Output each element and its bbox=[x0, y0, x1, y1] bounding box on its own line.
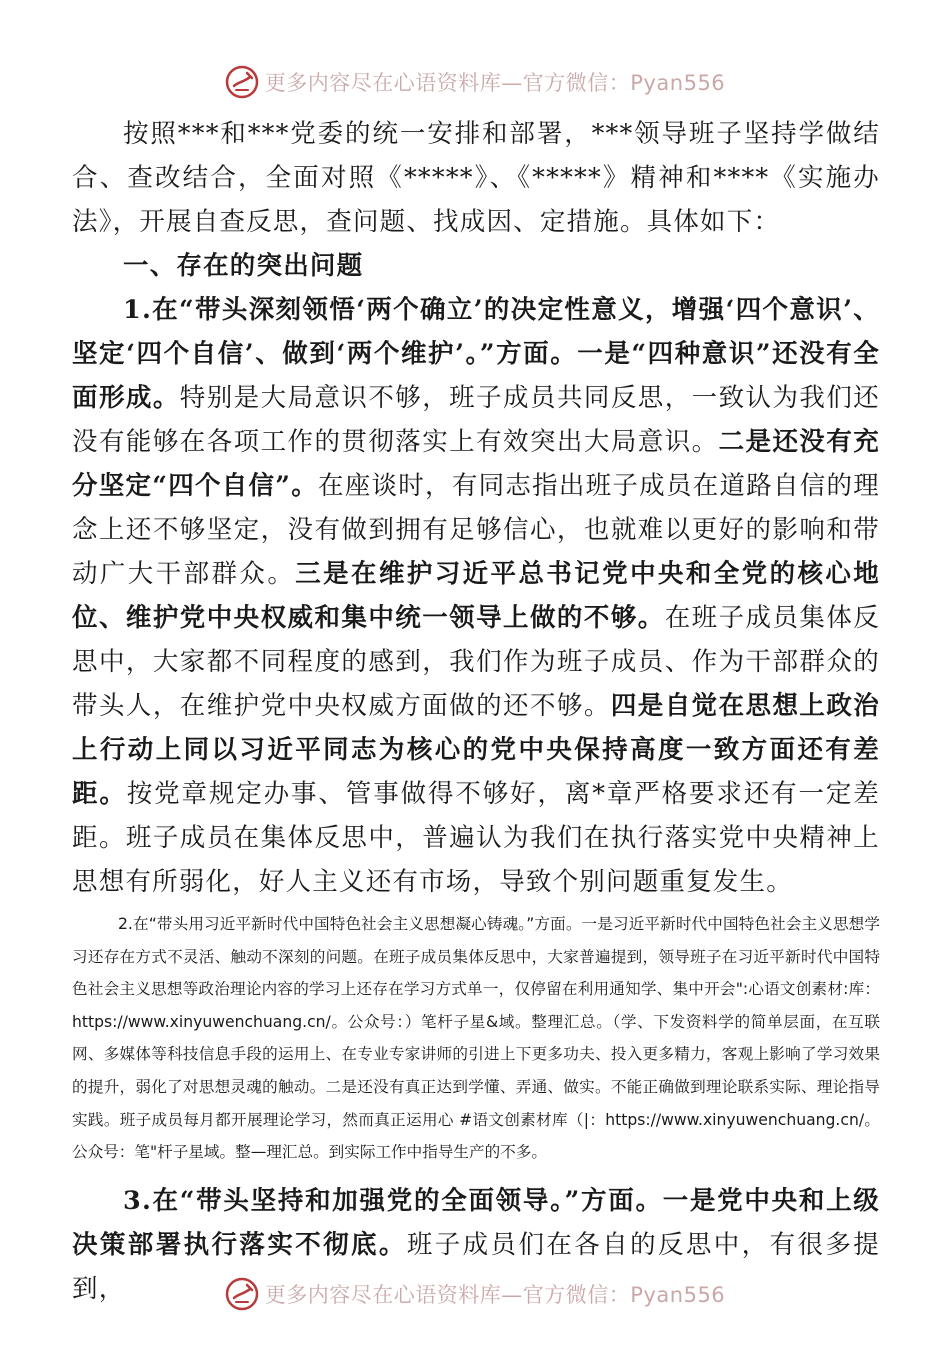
book-logo-icon bbox=[225, 65, 259, 99]
item-1-point-3-text: 在班子成员集体反思中，大家都不同程度的感到，我们作为班子成员、作为干部群众的带头人，在维护党中央权威方面做的还不够。 bbox=[72, 603, 880, 721]
item-2-paragraph: 2.在“带头用习近平新时代中国特色社会主义思想凝心铸魂。”方面。一是习近平新时代中国特色社会主义思想学习还存在方式不灵活、触动不深刻的问题。在班子成员集体反思中，大家普遍提到，领导班子在习近平新时代中国特色社会主义思想等政治理论内容的学习上还存在学习方式单一，仅停留在利用通知学、集中开会":心语文创素材:库：https://www.xinyuwenchuang.cn/。公众号：）笔杆子星&域。整理汇总。（学、下发资料学的简单层面，在互联网、多媒体等科技信息手段的运用上、在专业专家讲师的引进上下更多功夫、投入更多精力，客观上影响了学习效果的提升，弱化了对思想灵魂的触动。二是还没有真正达到学懂、弄通、做实。不能正确做到理论联系实际、理论指导实践。班子成员每月都开展理论学习，然而真正运用心 #语文创素材库（|：https://www.xinyuwenchuang.cn/。公众号：笔"杆子星域。整—理汇总。到实际工作中指导生产的不多。 bbox=[72, 915, 880, 1162]
document-body bbox=[72, 112, 880, 1311]
item-1-paragraph bbox=[72, 288, 880, 904]
watermark-text: 更多内容尽在心语资料库—官方微信：Pyan556 bbox=[264, 71, 726, 95]
item-3-point-1-bold: 一是党中央和上级决策部署执行落实不彻底。 bbox=[72, 1185, 880, 1260]
watermark-text: 更多内容尽在心语资料库—官方微信：Pyan556 bbox=[264, 1283, 726, 1307]
item-1-point-4-bold: 四是自觉在思想上政治上行动上同以习近平同志为核心的党中央保持高度一致方面还有差距。 bbox=[72, 691, 880, 809]
item-3-point-1-text: 班子成员们在各自的反思中，有很多提到， bbox=[72, 1229, 880, 1304]
item-3-title: 3.在“带头坚持和加强党的全面领导。”方面。 bbox=[123, 1185, 663, 1216]
item-1-point-2-text: 在座谈时，有同志指出班子成员在道路自信的理念上还不够坚定，没有做到拥有足够信心，也就难以更好的影响和带动广大干部群众。 bbox=[72, 471, 881, 589]
item-1-point-1-bold: 一是“四种意识”还没有全面形成。 bbox=[72, 339, 880, 413]
footer-watermark bbox=[0, 1272, 950, 1316]
section-heading: 一、存在的突出问题 bbox=[123, 251, 364, 281]
book-logo-icon bbox=[225, 1277, 259, 1311]
item-1-title: 1.在“带头深刻领悟‘两个确立’的决定性意义，增强‘四个意识’、坚定‘四个自信’、做到‘两个维护’。”方面。 bbox=[72, 295, 880, 369]
item-1-point-1-text: 特别是大局意识不够，班子成员共同反思，一致认为我们还没有能够在各项工作的贯彻落实上有效突出大局意识。 bbox=[72, 383, 880, 457]
item-1-point-2-bold: 二是还没有充分坚定“四个自信”。 bbox=[72, 427, 880, 501]
item-1-point-3-bold: 三是在维护习近平总书记党中央和全党的核心地位、维护党中央权威和集中统一领导上做的不够。 bbox=[72, 559, 880, 633]
header-watermark bbox=[0, 60, 950, 104]
item-1-point-4-text: 按党章规定办事、管事做得不够好，离*章严格要求还有一定差距。班子成员在集体反思中，普遍认为我们在执行落实党中央精神上思想有所弱化，好人主义还有市场，导致个别问题重复发生。 bbox=[72, 779, 880, 897]
intro-paragraph: 按照***和***党委的统一安排和部署，***领导班子坚持学做结合、查改结合，全面对照《*****》、《*****》精神和****《实施办法》，开展自查反思，查问题、找成因、定措施。具体如下： bbox=[72, 119, 880, 237]
